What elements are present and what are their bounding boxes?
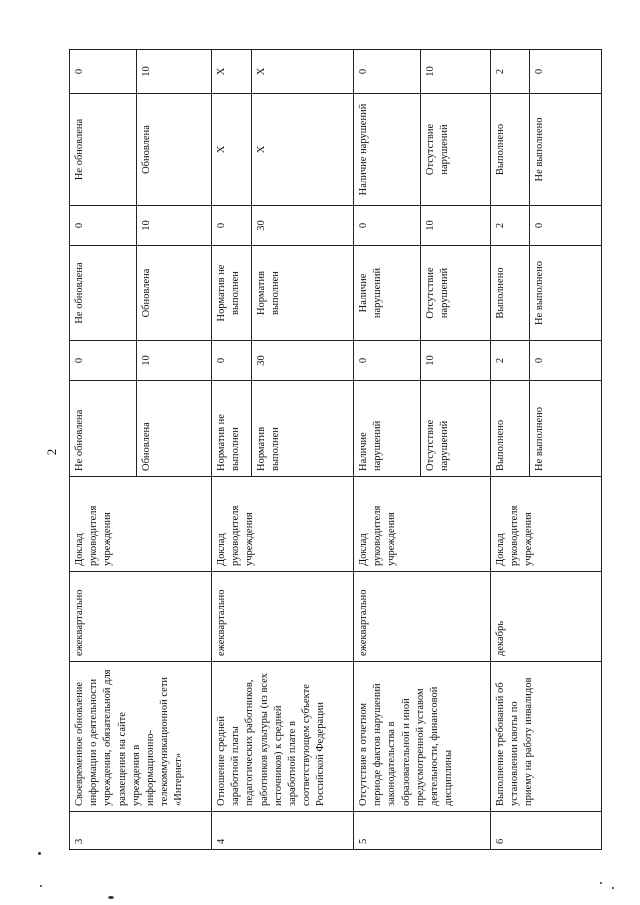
page-number: 2 — [44, 448, 59, 456]
score-cell: 0 — [212, 341, 252, 381]
condition-cell: Наличие нарушений — [354, 94, 421, 206]
cross-mark: Х — [212, 94, 252, 206]
condition-cell: Обновлена — [137, 246, 212, 341]
row-number: 4 — [212, 812, 354, 850]
table-row — [491, 50, 530, 850]
condition-cell: Выполнено — [491, 94, 530, 206]
row-number: 5 — [354, 812, 491, 850]
score-cell: 0 — [70, 206, 137, 246]
report-cell: Доклад руководителя учреждения — [354, 477, 491, 572]
condition-cell: Выполнено — [491, 381, 530, 477]
condition-cell: Наличие нарушений — [354, 246, 421, 341]
rotated-page — [69, 50, 601, 850]
condition-cell: Обновлена — [137, 94, 212, 206]
condition-cell: Не выполнено — [530, 246, 602, 341]
scan-speck — [600, 882, 602, 884]
condition-cell: Отсутствие нарушений — [421, 381, 491, 477]
condition-cell: Не выполнено — [530, 381, 602, 477]
report-cell: Доклад руководителя учреждения — [491, 477, 602, 572]
scan-speck — [40, 885, 42, 887]
score-cell: 10 — [421, 206, 491, 246]
scan-speck — [612, 887, 614, 889]
score-cell: 10 — [137, 206, 212, 246]
indicator-cell: Отношение средней заработной платы педагогических работников, работников культуры (из всех источников) к средней заработной плате в соответствующем субъекте Российской Федерации — [212, 662, 354, 812]
score-cell: 0 — [354, 50, 421, 94]
period-cell: декабрь — [491, 572, 602, 662]
condition-cell: Наличие нарушений — [354, 381, 421, 477]
score-cell: 10 — [421, 341, 491, 381]
score-cell: 0 — [70, 50, 137, 94]
score-cell: 0 — [354, 341, 421, 381]
indicator-cell: Своевременное обновление информации о деятельности учреждения, обязательной для размещения на сайте учреждения в информационно-телекоммуникационной сети «Интернет» — [70, 662, 212, 812]
table-row — [354, 50, 421, 850]
score-cell: 0 — [212, 206, 252, 246]
score-cell: 10 — [421, 50, 491, 94]
condition-cell: Выполнено — [491, 246, 530, 341]
row-number: 6 — [491, 812, 602, 850]
score-cell: 2 — [491, 50, 530, 94]
condition-cell: Не обновлена — [70, 94, 137, 206]
score-cell: 0 — [354, 206, 421, 246]
score-cell: 2 — [491, 341, 530, 381]
cross-mark: Х — [252, 94, 354, 206]
condition-cell: Не обновлена — [70, 381, 137, 477]
score-cell: 10 — [137, 50, 212, 94]
period-cell: ежеквартально — [212, 572, 354, 662]
criteria-table — [69, 49, 602, 850]
table-row — [212, 50, 252, 850]
score-cell: 0 — [530, 206, 602, 246]
condition-cell: Отсутствие нарушений — [421, 94, 491, 206]
scan-speck — [108, 896, 114, 899]
condition-cell: Норматив выполнен — [252, 246, 354, 341]
score-cell: 10 — [137, 341, 212, 381]
score-cell: 2 — [491, 206, 530, 246]
score-cell: 30 — [252, 206, 354, 246]
indicator-cell: Отсутствие в отчетном периоде фактов нарушений законодательства в образовательной и иной предусмотренной уставом деятельности, финансовой дисциплины — [354, 662, 491, 812]
condition-cell: Обновлена — [137, 381, 212, 477]
condition-cell: Норматив не выполнен — [212, 246, 252, 341]
row-number: 3 — [70, 812, 212, 850]
condition-cell: Отсутствие нарушений — [421, 246, 491, 341]
cross-mark: Х — [252, 50, 354, 94]
scan-speck — [38, 852, 41, 855]
score-cell: 30 — [252, 341, 354, 381]
report-cell: Доклад руководителя учреждения — [70, 477, 212, 572]
cross-mark: Х — [212, 50, 252, 94]
score-cell: 0 — [530, 50, 602, 94]
score-cell: 0 — [530, 341, 602, 381]
condition-cell: Норматив выполнен — [252, 381, 354, 477]
condition-cell: Не обновлена — [70, 246, 137, 341]
report-cell: Доклад руководителя учреждения — [212, 477, 354, 572]
condition-cell: Норматив не выполнен — [212, 381, 252, 477]
indicator-cell: Выполнение требований об установлении квоты по приему на работу инвалидов — [491, 662, 602, 812]
condition-cell: Не выполнено — [530, 94, 602, 206]
table-row — [70, 50, 137, 850]
period-cell: ежеквартально — [70, 572, 212, 662]
score-cell: 0 — [70, 341, 137, 381]
period-cell: ежеквартально — [354, 572, 491, 662]
